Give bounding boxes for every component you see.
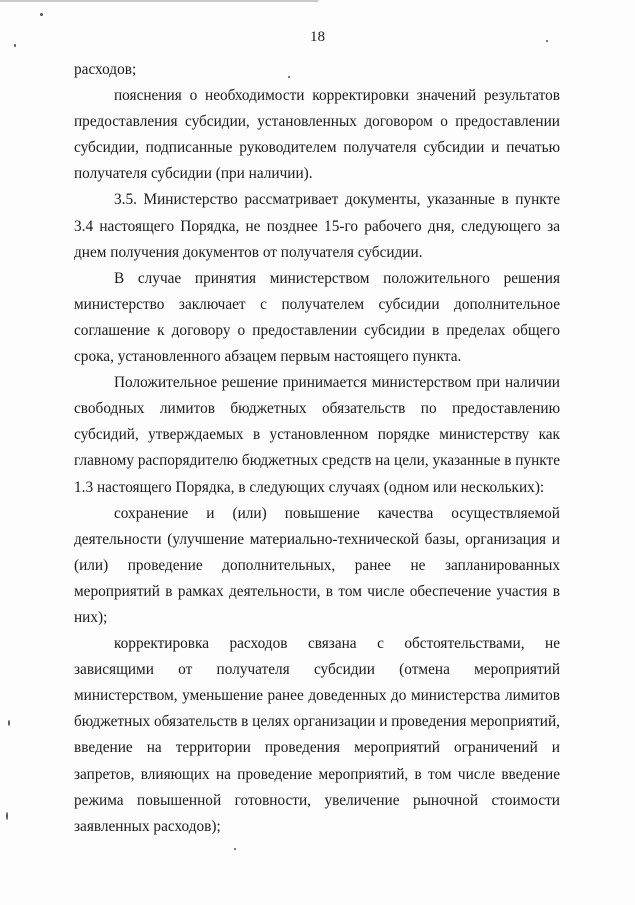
scan-speck — [40, 13, 43, 16]
scan-top-edge — [0, 0, 318, 2]
paragraph: 3.5. Министерство рассматривает документы, указанные в пункте 3.4 настоящего Порядка, не позднее 15-го рабочего дня, следующего за днем получения документов от получателя субсидии. — [74, 191, 560, 261]
paragraph: пояснения о необходимости корректировки значений результатов предоставления субсидии, установленных договором о предоставлении субсидии, подписанные руководителем получателя субсидии и печатью получателя субсидии (при наличии). — [74, 87, 560, 183]
scan-speck — [234, 848, 236, 850]
page-number: 18 — [310, 29, 325, 45]
paragraph: корректировка расходов связана с обстоятельствами, не зависящими от получателя субсидии (отмена мероприятий министерством, уменьшение ранее доведенных до министерства лимитов бюджетных обязательств в целях организации и проведения мероприятий, введение на территории проведения мероприятий ограничений и запретов, влияющих на проведение мероприятий, в том числе введение режима повышенной готовности, увеличение рыночной стоимости заявленных расходов); — [74, 635, 560, 835]
scan-speck — [8, 720, 10, 726]
paragraph: В случае принятия министерством положительного решения министерство заключает с получателем субсидии дополнительное соглашение к договору о предоставлении субсидии в пределах общего срока, установленного абзацем первым настоящего пункта. — [74, 269, 560, 366]
paragraph: сохранение и (или) повышение качества осуществляемой деятельности (улучшение материально-технической базы, организация и (или) проведение дополнительных, ранее не запланированных мероприятий в рамках деятельности, в том числе обеспечение участия в них); — [74, 504, 560, 626]
paragraph: Положительное решение принимается министерством при наличии свободных лимитов бюджетных обязательств по предоставлению субсидий, утверждаемых в установленном порядке министерству как главному распорядителю бюджетных средств на цели, указанные в пункте 1.3 настоящего Порядка, в следующих случаях (одном или нескольких): — [74, 374, 560, 496]
paragraph: расходов; — [74, 61, 137, 78]
scan-speck — [6, 812, 8, 820]
document-body — [74, 57, 560, 840]
